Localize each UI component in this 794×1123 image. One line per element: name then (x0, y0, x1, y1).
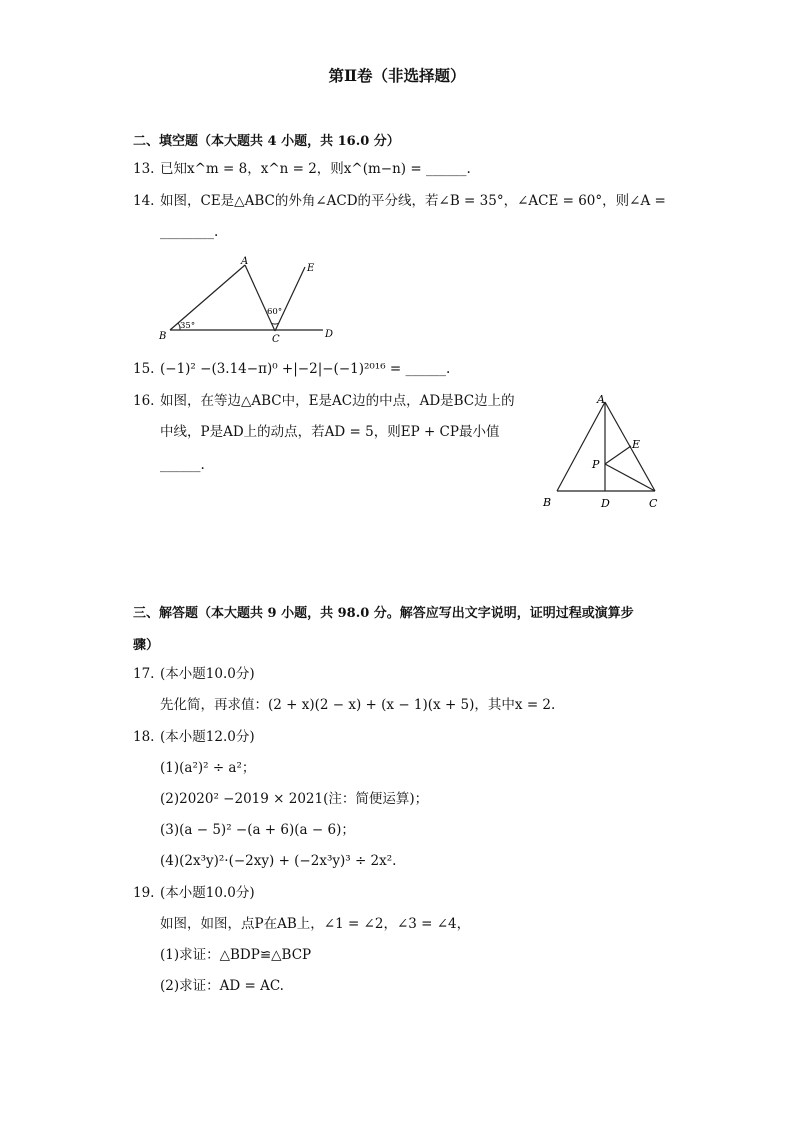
question-number-18: 18. (133, 729, 155, 745)
section-heading-solve-line-1: 三、解答题（本大题共 9 小题，共 98.0 分。解答应写出文字说明，证明过程或演算步 (133, 606, 634, 621)
question-15-text: (−1)² −(3.14−π)⁰ +|−2|−(−1)²⁰¹⁶ = ______. (160, 361, 451, 377)
question-13-text: 已知x^m = 8，x^n = 2，则x^(m−n) = ______. (160, 161, 471, 177)
question-18-score: (本小题12.0分) (160, 729, 255, 745)
label-c: C (272, 334, 280, 345)
question-19-item-1: (1)求证：△BDP≌△BCP (160, 947, 312, 963)
question-19-text: 如图，如图，点P在AB上，∠1 = ∠2，∠3 = ∠4， (160, 916, 471, 932)
section-heading-solve-line-2: 骤） (133, 638, 160, 653)
segment-ab (557, 402, 605, 491)
question-16-blank: ______. (160, 457, 205, 473)
question-19-item-2: (2)求证：AD = AC. (160, 978, 284, 994)
segment-ac (245, 265, 275, 331)
question-17-score: (本小题10.0分) (160, 666, 255, 682)
question-16-line-1: 如图，在等边△ABC中，E是AC边的中点，AD是BC边上的 (160, 393, 515, 409)
label-d: D (325, 329, 334, 340)
question-number-13: 13. (133, 161, 155, 177)
question-18-item-2: (2)2020² −2019 × 2021(注：简便运算)； (160, 791, 429, 807)
question-17-text: 先化简，再求值：(2 + x)(2 − x) + (x − 1)(x + 5)，其中x = 2. (160, 697, 556, 713)
label-b: B (159, 331, 167, 342)
page-title: 第Ⅱ卷（非选择题） (328, 66, 466, 85)
label-p: P (592, 458, 600, 471)
equilateral-triangle-figure-q16 (535, 388, 665, 513)
label-e: E (307, 263, 315, 274)
question-number-19: 19. (133, 885, 155, 901)
label-e: E (632, 438, 641, 451)
question-number-14: 14. (133, 193, 155, 209)
question-18-item-4: (4)(2x³y)²·(−2xy) + (−2x³y)³ ÷ 2x². (160, 853, 397, 869)
angle-c-label: 60° (267, 307, 283, 317)
question-14-text: 如图，CE是△ABC的外角∠ACD的平分线，若∠B = 35°，∠ACE = 60°，则∠A = (160, 193, 666, 209)
segment-ce (275, 267, 305, 331)
segment-pe (605, 446, 631, 464)
question-16-line-2: 中线，P是AD上的动点，若AD = 5，则EP + CP最小值 (160, 424, 500, 440)
label-a: A (597, 393, 605, 406)
question-number-15: 15. (133, 361, 155, 377)
label-b: B (543, 496, 552, 509)
triangle-figure-q14 (155, 255, 345, 345)
angle-b-label: 35° (180, 321, 196, 331)
label-c: C (649, 497, 658, 510)
question-14-blank: ________. (160, 224, 219, 240)
question-number-17: 17. (133, 666, 155, 682)
label-d: D (601, 497, 610, 510)
section-heading-fill-in: 二、填空题（本大题共 4 小题，共 16.0 分） (133, 134, 400, 149)
question-18-item-1: (1)(a²)² ÷ a²； (160, 760, 256, 776)
label-a: A (241, 256, 249, 267)
question-18-item-3: (3)(a − 5)² −(a + 6)(a − 6)； (160, 822, 355, 838)
question-19-score: (本小题10.0分) (160, 885, 255, 901)
question-number-16: 16. (133, 393, 155, 409)
angle-c-arc (271, 323, 279, 324)
